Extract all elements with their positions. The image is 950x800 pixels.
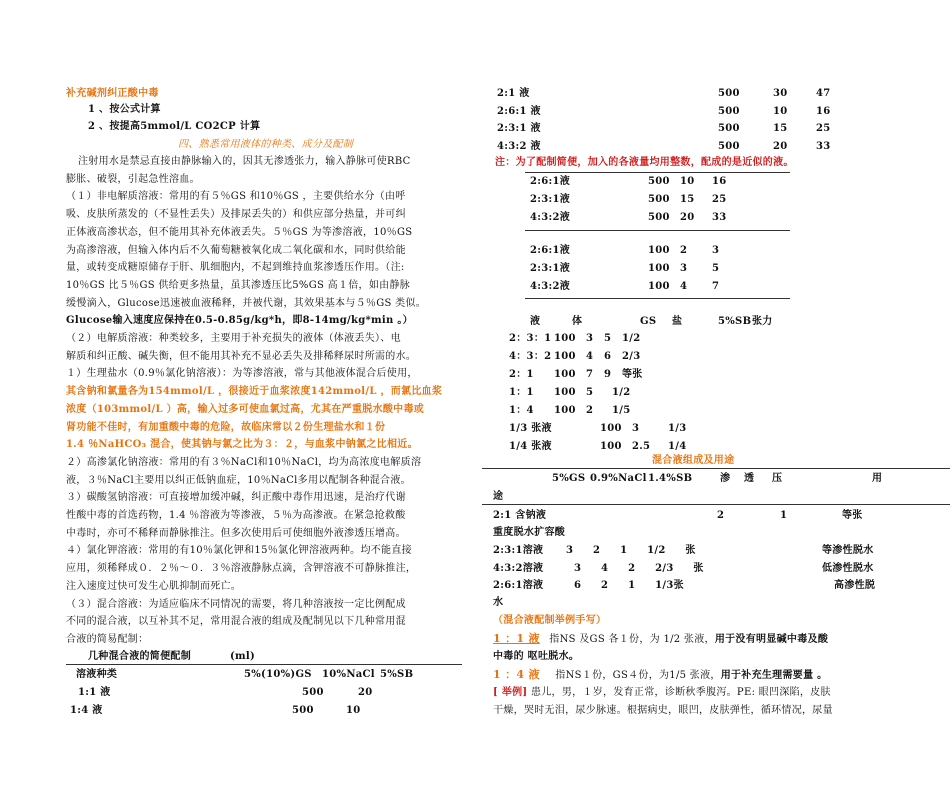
b2-name: 2:3:1液 <box>530 263 571 274</box>
mix-rule <box>482 468 950 469</box>
table-rule <box>66 664 462 665</box>
p1-line2: 中毒的 呕吐脱水。 <box>493 651 580 662</box>
mix-h-6: 用 <box>872 473 883 484</box>
top-row-nacl: 30 <box>773 88 788 99</box>
b2-sb: 7 <box>712 281 720 292</box>
body-line: 其含钠和氯量各为154mmol/L ，很接近于血浆浓度142mmol/L ，而氯比血浆 <box>66 386 443 398</box>
b3-name: 1/3 张液 <box>509 423 552 434</box>
item-2: 2 、按提高5mmol/L CO2CP 计算 <box>88 121 261 132</box>
tr1-name: 1:1 液 <box>78 687 111 698</box>
b2-sb: 5 <box>712 263 720 274</box>
table-unit: (ml) <box>230 651 256 662</box>
b1-sb: 25 <box>712 194 727 205</box>
mix-r0-name: 2:1 含钠液 <box>493 510 547 521</box>
p2-text: 指NS１份，GS４份，为1/5 张液， <box>555 670 721 681</box>
b3-gs: 100 <box>554 387 576 398</box>
b3-sb: 5 <box>604 333 612 344</box>
body-line: 10％GS 比５％GS 供给更多热量，虽其渗透压比5%GS 高１倍，如由静脉 <box>66 279 411 291</box>
b1-gs: 500 <box>648 212 670 223</box>
tr2-name: 1:4 液 <box>70 705 103 716</box>
mix-r3-name: 4:3:2溶液 <box>493 563 544 574</box>
b1-gs: 500 <box>648 176 670 187</box>
b2-nacl: 4 <box>680 281 688 292</box>
body-line: （１）非电解质溶液：常用的有５％GS 和10％GS ，主要供给水分（由呼 <box>66 191 406 203</box>
p3-label: [ 举例] <box>493 687 528 698</box>
b3-gs: 100 <box>600 441 622 452</box>
body-line: 应用，须稀释成０．２％～０．３％溶液静脉点滴，含钾溶液不可静脉推注， <box>66 563 417 575</box>
body-line: （３）混合溶液：为适应临床不同情况的需要，将几种溶液按一定比例配成 <box>66 598 406 610</box>
b3-salt: 2.5 <box>632 441 651 452</box>
body-line: 膨胀、破裂，引起急性溶血。 <box>66 173 200 185</box>
example-title: （混合液配制举例手写） <box>493 615 607 626</box>
block2-bottom-rule <box>525 298 790 299</box>
b3-sb: 9 <box>604 369 612 380</box>
body-line: 肾功能不佳时，有加重酸中毒的危险，故临床常以２份生理盐水和１份 <box>66 421 386 433</box>
section-title: 补充碱剂纠正酸中毒 <box>66 88 159 99</box>
top-row-sb: 47 <box>816 88 831 99</box>
b3-tension: 等张 <box>622 369 643 380</box>
mix-r4-use: 高渗性脱 <box>834 580 876 591</box>
b2-name: 4:3:2液 <box>530 281 571 292</box>
mix-r2-name: 2:3:1溶液 <box>493 545 544 556</box>
tr2-nacl: 10 <box>346 705 361 716</box>
mix-r3-vals: 3 4 2 2/3 张 <box>574 563 704 574</box>
para-1 <box>493 630 828 649</box>
b2-gs: 100 <box>648 245 670 256</box>
b3-tension: 1/5 <box>612 405 631 416</box>
th-nacl: 10%NaCl <box>322 669 375 680</box>
mix-h-5: 压 <box>772 473 783 484</box>
mix-r0-b: 1 <box>780 510 788 521</box>
top-row-nacl: 10 <box>773 105 788 117</box>
mix-h-1: 0.9%NaCl <box>590 473 647 484</box>
body-line: 正体液高渗状态，但不能用其补充体液丢失。５％GS 为等渗溶液，10％GS <box>66 226 413 238</box>
b3-gs: 100 <box>600 423 622 434</box>
b3h-5: 张力 <box>752 316 773 327</box>
b3-salt: 4 <box>586 351 594 362</box>
b1-sb: 16 <box>712 176 727 187</box>
top-row-name: 4:3:2 液 <box>497 140 541 152</box>
b3h-2: GS <box>640 316 657 327</box>
top-row-sb: 25 <box>816 123 831 134</box>
b1-nacl: 15 <box>680 194 695 205</box>
mix-h-4: 透 <box>744 473 755 484</box>
b3-name: 1：4 <box>509 405 534 416</box>
b2-nacl: 2 <box>680 245 688 256</box>
mix-h2: 途 <box>493 491 504 502</box>
body-line: Glucose输入速度应保持在0.5-0.85g/kg*h，即8-14mg/kg*min 。） <box>66 315 413 327</box>
mix-r0-c: 等张 <box>842 510 863 521</box>
p2-label: 1 ：4 液 <box>493 668 540 681</box>
body-line: 1.4 ％NaHCO₃ 混合，使其钠与氯之比为３：２，与血浆中钠氯之比相近。 <box>66 439 418 451</box>
top-row-nacl: 20 <box>773 140 788 152</box>
b2-gs: 100 <box>648 263 670 274</box>
body-line: 性酸中毒的首选药物，1.4 ％溶液为等渗液，５％为高渗液。在紧急抢救酸 <box>66 510 406 521</box>
b2-sb: 3 <box>712 245 720 256</box>
top-row-sb: 16 <box>816 105 831 117</box>
b1-gs: 500 <box>648 194 670 205</box>
mix-title: 混合液组成及用途 <box>652 455 735 466</box>
b3-sb: 6 <box>604 351 612 362</box>
section-4-title: 四、熟悉常用液体的种类、成分及配制 <box>178 139 354 150</box>
body-line: ４）氯化钾溶液：常用的有10％氯化钾和15％氯化钾溶液两种。均不能直接 <box>66 545 412 557</box>
top-row-gs: 500 <box>718 140 740 152</box>
body-line: 为高渗溶液，但输入体内后不久葡萄糖被氧化成二氧化碳和水，同时供给能 <box>66 244 406 256</box>
b1-sb: 33 <box>712 212 727 223</box>
table-title: 几种混合液的简便配制 <box>88 651 191 662</box>
p3-line2: 干燥，哭时无泪，尿少脉速。根据病史，眼凹，皮肤弹性，循环情况，尿量 <box>493 705 833 716</box>
mix-r2-use: 等渗性脱水 <box>822 545 874 556</box>
b3-gs: 100 <box>554 351 576 362</box>
top-row-name: 2:1 液 <box>497 88 530 99</box>
b1-nacl: 20 <box>680 212 695 223</box>
para-2 <box>493 666 827 685</box>
body-line: １）生理盐水（0.9％氯化钠溶液）：为等渗溶液，常与其他液体混合后使用， <box>66 368 418 380</box>
body-line: （２）电解质溶液：种类较多，主要用于补充损失的液体（体液丢失）、电 <box>66 333 401 344</box>
p2-bold: 用于补充生理需要量 。 <box>720 670 828 681</box>
top-row-gs: 500 <box>718 123 740 134</box>
th-gs: 5%(10%)GS <box>244 669 312 680</box>
tr1-nacl: 20 <box>358 687 373 698</box>
mix-r0-a: 2 <box>717 510 725 521</box>
mix-h-3: 渗 <box>720 473 731 484</box>
note: 注：为了配制简便，加入的各液量均用整数，配成的是近似的液。 <box>495 157 794 168</box>
para-3 <box>493 684 831 702</box>
b3-gs: 100 <box>554 369 576 380</box>
b3-tension: 2/3 <box>622 351 641 362</box>
b3-name: 1：1 <box>509 387 534 398</box>
b3-tension: 1/2 <box>622 333 641 344</box>
body-line: 不同的混合液，以互补其不足，常用混合液的组成及配制见以下几种常用混 <box>66 616 406 628</box>
top-row-gs: 500 <box>718 88 740 99</box>
top-row-sb: 33 <box>816 140 831 152</box>
b3h-4: 5%SB <box>718 316 752 327</box>
body-line: 注入速度过快可发生心肌抑制而死亡。 <box>66 580 242 592</box>
b3-name: 2：1 <box>509 369 534 380</box>
b3-gs: 100 <box>554 333 576 344</box>
item-1: 1 、按公式计算 <box>88 104 161 115</box>
p1-text: 指NS 及GS 各１份，为 1/2 张液， <box>549 634 715 645</box>
tr1-gs: 500 <box>302 687 324 698</box>
p1-label: 1 ：1 液 <box>493 632 540 645</box>
b3h-1: 体 <box>572 316 583 327</box>
body-line: ２）高渗氯化钠溶液：常用的有３％NaCl和10％NaCl，均为高浓度电解质溶 <box>66 456 422 468</box>
b3-salt: 7 <box>586 369 594 380</box>
body-line: 解质和纠正酸、碱失衡，但不能用其补充不显必丢失及排稀释尿时所需的水。 <box>66 350 417 362</box>
block1-bottom-rule <box>525 230 790 231</box>
b2-gs: 100 <box>648 281 670 292</box>
mix-r2-vals: 3 2 1 1/2 张 <box>566 545 696 556</box>
b3-salt: 3 <box>632 423 640 434</box>
top-row-gs: 500 <box>718 105 740 117</box>
mix-r4-vals: 6 2 1 1/3张 <box>574 580 684 591</box>
body-line: 中毒时，亦可不稀释而静脉推注。但多次使用后可使细胞外液渗透压增高。 <box>66 527 406 539</box>
top-row-name: 2:6:1 液 <box>497 105 541 117</box>
b2-nacl: 3 <box>680 263 688 274</box>
body-line: ３）碳酸氢钠溶液：可直接增加缓冲碱，纠正酸中毒作用迅速，是治疗代谢 <box>66 492 406 504</box>
b1-nacl: 10 <box>680 176 695 187</box>
top-row-name: 2:3:1 液 <box>497 123 541 134</box>
body-line: 注射用水是禁忌直接由静脉输入的，因其无渗透张力，输入静脉可使RBC <box>78 156 411 167</box>
b1-name: 2:3:1液 <box>530 194 571 205</box>
b1-name: 4:3:2液 <box>530 212 571 223</box>
mix-r5: 水 <box>493 597 504 608</box>
mix-r1: 重度脱水扩容酸 <box>493 527 566 538</box>
b3-salt: 3 <box>586 333 594 344</box>
p1-bold: 用于没有明显碱中毒及酸 <box>714 634 829 645</box>
th-sb: 5%SB <box>380 669 414 680</box>
top-row-nacl: 15 <box>773 123 788 134</box>
b3-tension: 1/3 <box>668 423 687 434</box>
th-solution: 溶液种类 <box>76 669 118 680</box>
mix-r3-use: 低渗性脱水 <box>822 563 874 574</box>
b3-tension: 1/2 <box>612 387 631 398</box>
mix-h-2: 1.4%SB <box>648 473 693 484</box>
mix-rule-2 <box>482 504 950 505</box>
b3-tension: 1/4 <box>668 441 687 452</box>
b2-name: 2:6:1液 <box>530 245 571 256</box>
mix-h-0: 5%GS <box>552 473 586 484</box>
b3h-0: 液 <box>530 316 541 327</box>
b3-salt: 2 <box>586 405 594 416</box>
body-line: 量，或转变成糖原储存于肝、肌细胞内，不起到维持血浆渗透压作用。（注: <box>66 262 405 274</box>
body-line: 合液的简易配制： <box>66 633 149 645</box>
b3-name: 2：3：1 <box>509 333 552 344</box>
body-line: 液，３％NaCl主要用以纠正低钠血症，10％NaCl多用以配制各种混合液。 <box>66 474 411 486</box>
b3-name: 4：3：2 <box>509 351 552 362</box>
mix-r4-name: 2:6:1溶液 <box>493 580 544 591</box>
body-line: 浓度（103mmol/L ）高，输入过多可使血氯过高，尤其在严重脱水酸中毒或 <box>66 403 425 415</box>
tr2-gs: 500 <box>292 705 314 716</box>
p3-text: 患儿，男，１岁，发育正常，诊断秋季腹泻。PE: 眼凹深陷，皮肤 <box>530 687 831 698</box>
b1-name: 2:6:1液 <box>530 176 571 187</box>
b3h-3: 盐 <box>672 316 683 327</box>
b3-name: 1/4 张液 <box>509 441 552 452</box>
b3-salt: 5 <box>586 387 594 398</box>
b3-gs: 100 <box>554 405 576 416</box>
body-line: 吸、皮肤所蒸发的（不显性丢失）及排尿丢失的）和供应部分热量，并可纠 <box>66 209 406 221</box>
body-line: 缓慢滴入，Glucose迅速被血液稀释，并被代谢，其效果基本与５％GS 类似。 <box>66 297 427 309</box>
